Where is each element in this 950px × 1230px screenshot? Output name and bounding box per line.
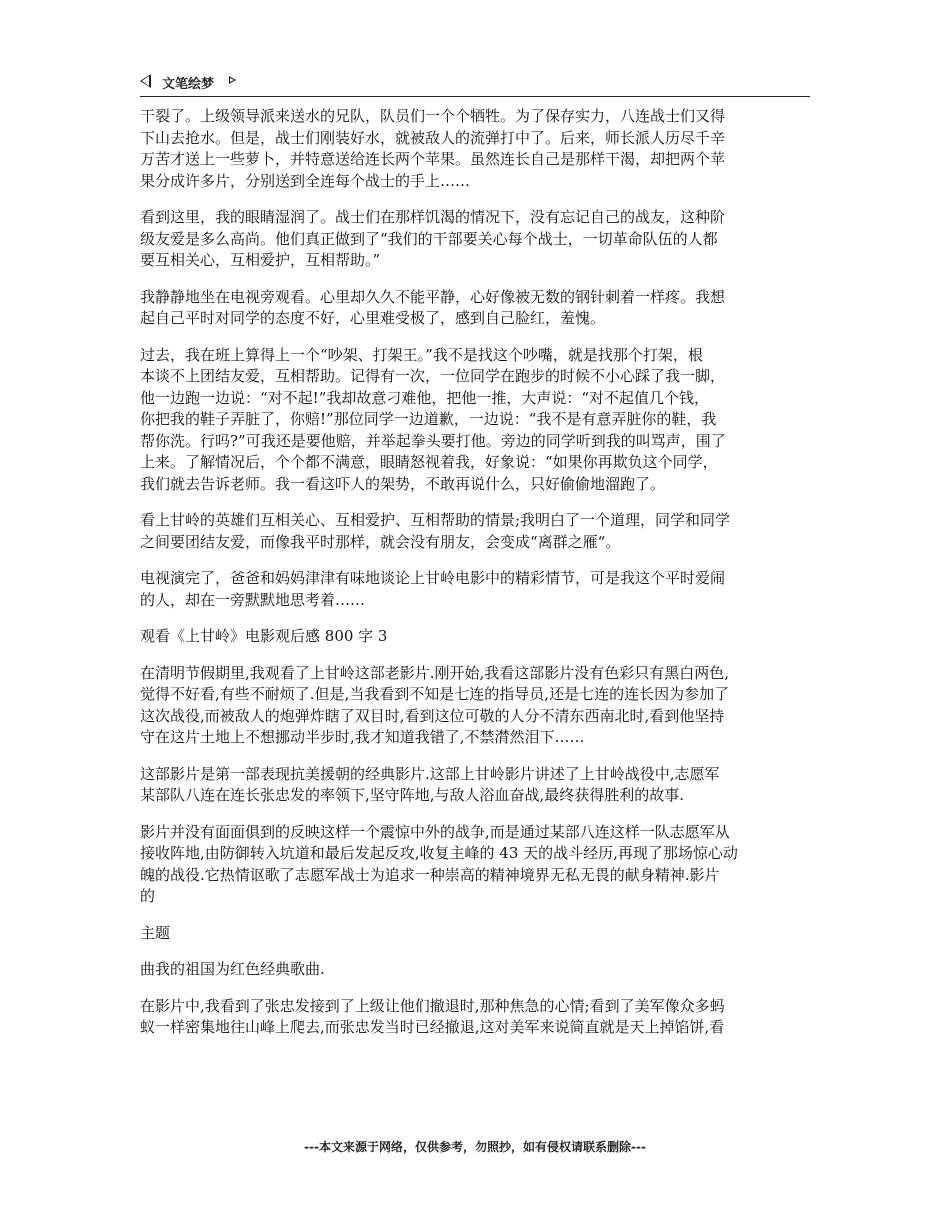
text-line: 你把我的鞋子弄脏了，你赔!”那位同学一边道歉，一边说：“我不是有意弄脏你的鞋，我 (140, 410, 717, 428)
text-line: 觉得不好看,有些不耐烦了.但是,当我看到不知是七连的指导员,还是七连的连长因为参加了 (140, 685, 730, 703)
text-line: 魄的战役.它热情讴歌了志愿军战士为追求一种崇高的精神境界无私无畏的献身精神.影片 (140, 865, 720, 884)
text-line: 看到这里，我的眼睛湿润了。战士们在那样饥渴的情况下，没有忘记自己的战友，这种阶 (140, 208, 726, 226)
paragraph (140, 663, 812, 749)
text-line: 在清明节假期里,我观看了上甘岭这部老影片.刚开始,我看这部影片没有色彩只有黑白两色, (140, 663, 730, 682)
text-line: 曲我的祖国为红色经典歌曲. (140, 960, 325, 978)
paragraph (140, 345, 812, 496)
text-line: 我们就去告诉老师。我一看这吓人的架势，不敢再说什么，只好偷偷地溜跑了。 (140, 474, 666, 493)
triangle-left-icon (140, 74, 151, 88)
text-line: 影片并没有面面俱到的反映这样一个震惊中外的战争,而是通过某部八连这样一队志愿军从 (140, 822, 730, 841)
paragraph (140, 959, 812, 981)
text-line: 这次战役,而被敌人的炮弹炸瞎了双目时,看到这位可敬的人分不清东西南北时,看到他坚持 (140, 706, 725, 725)
text-line: 起自己平时对同学的态度不好，心里难受极了，感到自己脸红，羞愧。 (140, 309, 606, 327)
paragraph (140, 822, 812, 908)
page-header (140, 72, 810, 94)
paragraph (140, 207, 812, 272)
text-line: 看上甘岭的英雄们互相关心、互相爱护、互相帮助的情景;我明白了一个道理，同学和同学 (140, 511, 731, 529)
text-line: 他一边跑一边说：“对不起!”我却故意刁难他，把他一推，大声说：“对不起值几个钱， (140, 388, 710, 407)
document-body (140, 106, 812, 1054)
paragraph (140, 764, 812, 807)
text-line: 干裂了。上级领导派来送水的兄队，队员们一个个牺牲。为了保存实力，八连战士们又得 (140, 107, 726, 125)
page-footer: ---本文来源于网络，仅供参考，勿照抄，如有侵权请联系删除--- (304, 1140, 646, 1154)
triangle-right-icon (229, 76, 236, 84)
text-line: 这部影片是第一部表现抗美援朝的经典影片.这部上甘岭影片讲述了上甘岭战役中,志愿军 (140, 764, 720, 783)
text-line: 本谈不上团结友爱，互相帮助。记得有一次，一位同学在跑步的时候不小心踩了我一脚， (140, 367, 726, 385)
paragraph (140, 106, 812, 192)
text-line: 万苦才送上一些萝卜，并特意送给连长两个苹果。虽然连长自己是那样干渴，却把两个苹 (140, 150, 726, 168)
text-line: 上来。了解情况后，个个都不满意，眼睛怒视着我，好象说：“如果你再欺负这个同学， (140, 453, 718, 471)
paragraph (140, 996, 812, 1039)
text-line: 的人，却在一旁默默地思考着…… (140, 590, 366, 609)
header-title: 文笔绘梦 (162, 77, 215, 92)
text-line: 下山去抢水。但是，战士们刚装好水，就被敌人的流弹打中了。后来，师长派人历尽千辛 (140, 128, 726, 147)
text-line: 我静静地坐在电视旁观看。心里却久久不能平静，心好像被无数的钢针刺着一样疼。我想 (140, 287, 726, 306)
paragraph (140, 923, 812, 945)
text-line: 某部队八连在连长张忠发的率领下,坚守阵地,与敌人浴血奋战,最终获得胜利的故事. (140, 786, 685, 804)
header-divider (140, 96, 810, 97)
text-line: 主题 (140, 923, 171, 942)
paragraph (140, 626, 812, 648)
paragraph (140, 510, 812, 553)
text-line: 观看《上甘岭》电影观后感 800 字 3 (140, 627, 388, 645)
text-line: 守在这片土地上不想挪动半步时,我才知道我错了,不禁潸然泪下…… (140, 728, 585, 746)
text-line: 帮你洗。行吗?”可我还是要他赔，并举起拳头要打他。旁边的同学听到我的叫骂声，围了 (140, 431, 726, 450)
paragraph (140, 287, 812, 330)
text-line: 的 (140, 887, 156, 905)
text-line: 果分成许多片，分别送到全连每个战士的手上…… (140, 171, 471, 190)
text-line: 在影片中,我看到了张忠发接到了上级让他们撤退时,那种焦急的心情;看到了美军像众多蚂 (140, 996, 725, 1015)
text-line: 过去，我在班上算得上一个“吵架、打架王。”我不是找这个吵嘴，就是找那个打架，根 (140, 345, 703, 364)
text-line: 级友爱是多么高尚。他们真正做到了“我们的干部要关心每个战士，一切革命队伍的人都 (140, 229, 718, 248)
text-line: 接收阵地,由防御转入坑道和最后发起反攻,收复主峰的 43 天的战斗经历,再现了那场惊心动 (140, 844, 738, 862)
text-line: 蚁一样密集地往山峰上爬去,而张忠发当时已经撤退,这对美军来说简直就是天上掉馅饼,看 (140, 1018, 725, 1036)
paragraph (140, 568, 812, 611)
text-line: 电视演完了，爸爸和妈妈津津有味地谈论上甘岭电影中的精彩情节，可是我这个平时爱闹 (140, 569, 726, 587)
text-line: 要互相关心，互相爱护，互相帮助。” (140, 251, 381, 269)
text-line: 之间要团结友爱，而像我平时那样，就会没有朋友，会变成“离群之雁“。 (140, 532, 621, 551)
